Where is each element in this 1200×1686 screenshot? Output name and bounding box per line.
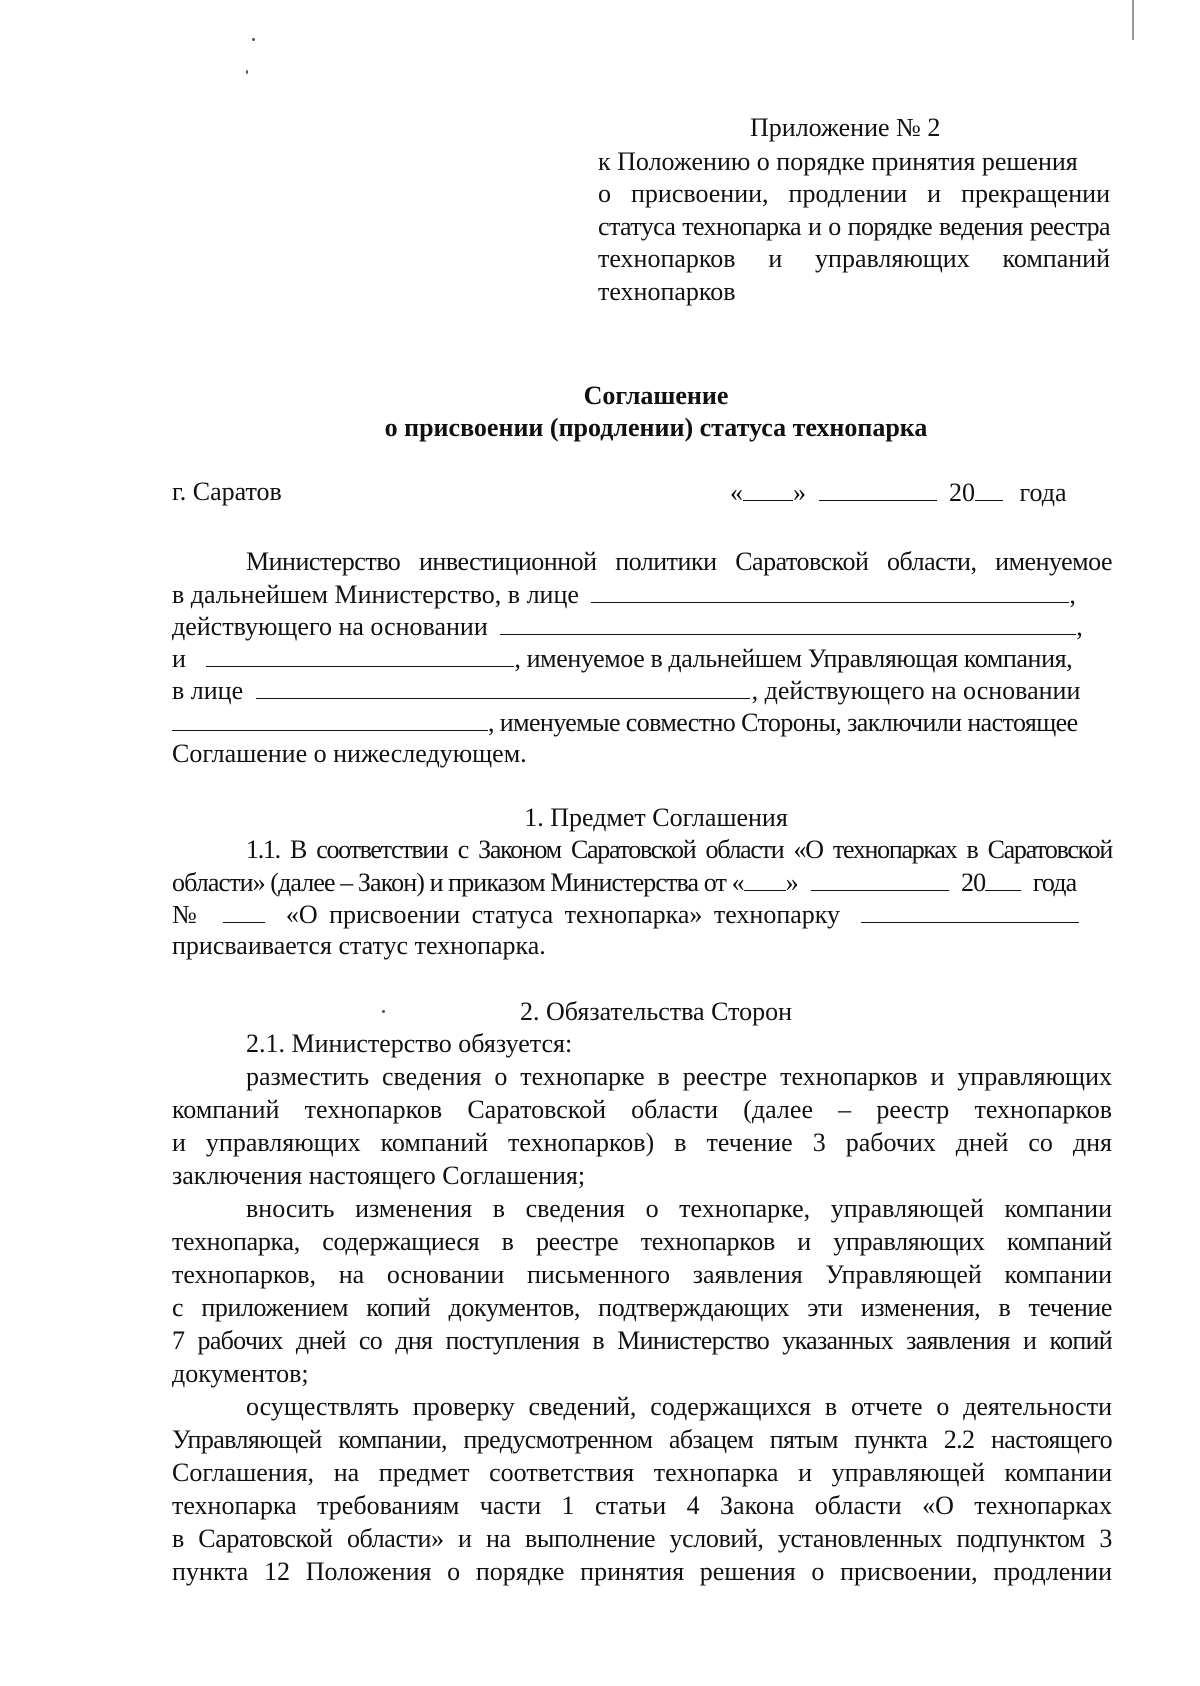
section-2-line: пункта 12 Положения о порядке принятия решения о присвоении, продлении [172, 1557, 1112, 1586]
section-2-line: заключения настоящего Соглашения; [172, 1161, 586, 1190]
city: г. Саратов [172, 477, 282, 506]
appendix-line: к Положению о порядке принятия решения [598, 146, 1078, 176]
intro-text: Министерство инвестиционной политики Саратовской области, именуемое [246, 547, 1112, 576]
section-2-line: с приложением копий документов, подтверждающих эти изменения, в течение [172, 1293, 1112, 1322]
intro-text: Соглашение о нижеследующем. [172, 739, 527, 768]
intro-text: , действующего на основании [751, 676, 1081, 705]
intro-line [172, 610, 1112, 643]
date-close-quote: » [793, 478, 806, 507]
appendix-line: технопарков и управляющих компаний [598, 244, 1110, 273]
document-title: Соглашение [583, 381, 729, 410]
section-2-line: Управляющей компании, предусмотренном абзацем пятым пункта 2.2 настоящего [172, 1425, 1112, 1454]
section-1-text: присваивается статус технопарка. [172, 931, 546, 960]
section-1-heading: 1. Предмет Соглашения [524, 803, 788, 832]
section-1-text: года [1032, 868, 1077, 897]
intro-text: , именуемые совместно Стороны, заключили настоящее [488, 708, 1078, 737]
order-month-blank [811, 866, 949, 891]
intro-line [172, 674, 1112, 707]
section-2-line: в Саратовской области» и на выполнение условий, установленных подпунктом 3 [172, 1524, 1112, 1553]
section-2-line: осуществлять проверку сведений, содержащихся в отчете о деятельности [246, 1392, 1112, 1421]
section-1-text: 1.1. В соответствии с Законом Саратовской области «О технопарках в Саратовской [246, 835, 1112, 864]
year-prefix: 20 [949, 478, 975, 507]
intro-line [172, 546, 1112, 578]
basis-blank [500, 610, 1076, 635]
order-day-blank [744, 866, 786, 891]
section-1-text: области» (далее – Закон) и приказом Министерства от « [172, 868, 744, 897]
intro-line [172, 578, 1112, 611]
section-2-line: разместить сведения о технопарке в реестре технопарков и управляющих [246, 1062, 1112, 1091]
order-year-blank [985, 866, 1021, 891]
intro-line [172, 706, 1112, 739]
intro-line [172, 642, 1112, 675]
document-subtitle: о присвоении (продлении) статуса технопарка [384, 413, 928, 442]
section-2-line: документов; [172, 1359, 309, 1388]
comma: , [1076, 612, 1083, 641]
section-2-line: вносить изменения в сведения о технопарке, управляющей компании [246, 1194, 1112, 1223]
order-number-blank [223, 898, 265, 923]
appendix-title: Приложение № 2 [750, 113, 941, 142]
representative-blank [591, 578, 1069, 603]
section-2-line: технопарков, на основании письменного заявления Управляющей компании [172, 1260, 1112, 1289]
year-blank [975, 476, 1003, 501]
scan-edge-mark [1132, 0, 1134, 40]
intro-text: , именуемое в дальнейшем Управляющая компания, [514, 644, 1073, 673]
intro-line [172, 738, 1112, 770]
section-1-text: » [785, 868, 798, 897]
section-2-line: технопарка, содержащиеся в реестре технопарков и управляющих компаний [172, 1227, 1112, 1256]
section-2-line: Соглашения, на предмет соответствия технопарка и управляющей компании [172, 1458, 1112, 1487]
scan-speck [252, 38, 255, 41]
section-2-line: и управляющих компаний технопарков) в течение 3 рабочих дней со дня [172, 1128, 1112, 1157]
year-word: года [1019, 478, 1067, 507]
intro-text: в дальнейшем Министерство, в лице [172, 580, 579, 609]
section-2-line: компаний технопарков Саратовской области (далее – реестр технопарков [172, 1095, 1112, 1124]
intro-text: в лице [172, 676, 244, 705]
section-2-line: технопарка требованиям части 1 статьи 4 Закона области «О технопарках [172, 1491, 1112, 1520]
month-blank [819, 476, 937, 501]
section-1-line [172, 930, 1112, 962]
section-1-line [172, 898, 1112, 931]
appendix-block [598, 112, 1110, 308]
appendix-line: о присвоении, продлении и прекращении [598, 179, 1110, 208]
intro-text: и [172, 644, 186, 673]
scan-speck [246, 70, 248, 74]
company-blank [206, 642, 514, 667]
section-1-line [172, 834, 1112, 866]
intro-text: действующего на основании [172, 612, 488, 641]
day-blank [743, 476, 793, 501]
date-field [730, 476, 1067, 509]
section-1-text: 20 [961, 868, 986, 897]
section-1-text: «О присвоении статуса технопарка» технопарку [285, 900, 841, 929]
company-representative-blank [256, 674, 750, 699]
section-1-text: № [172, 900, 197, 929]
company-basis-blank [172, 706, 488, 731]
comma: , [1069, 580, 1076, 609]
appendix-line: статуса технопарка и о порядке ведения реестра [598, 211, 1110, 241]
section-1-line [172, 866, 1112, 899]
appendix-line: технопарков [598, 276, 736, 306]
date-open-quote: « [730, 478, 743, 507]
technopark-name-blank [861, 898, 1079, 923]
section-2-line: 7 рабочих дней со дня поступления в Министерство указанных заявления и копий [172, 1326, 1112, 1355]
section-2-heading: 2. Обязательства Сторон [520, 997, 792, 1026]
section-2-subheading: 2.1. Министерство обязуется: [246, 1029, 573, 1058]
appendix-text [598, 146, 1110, 309]
